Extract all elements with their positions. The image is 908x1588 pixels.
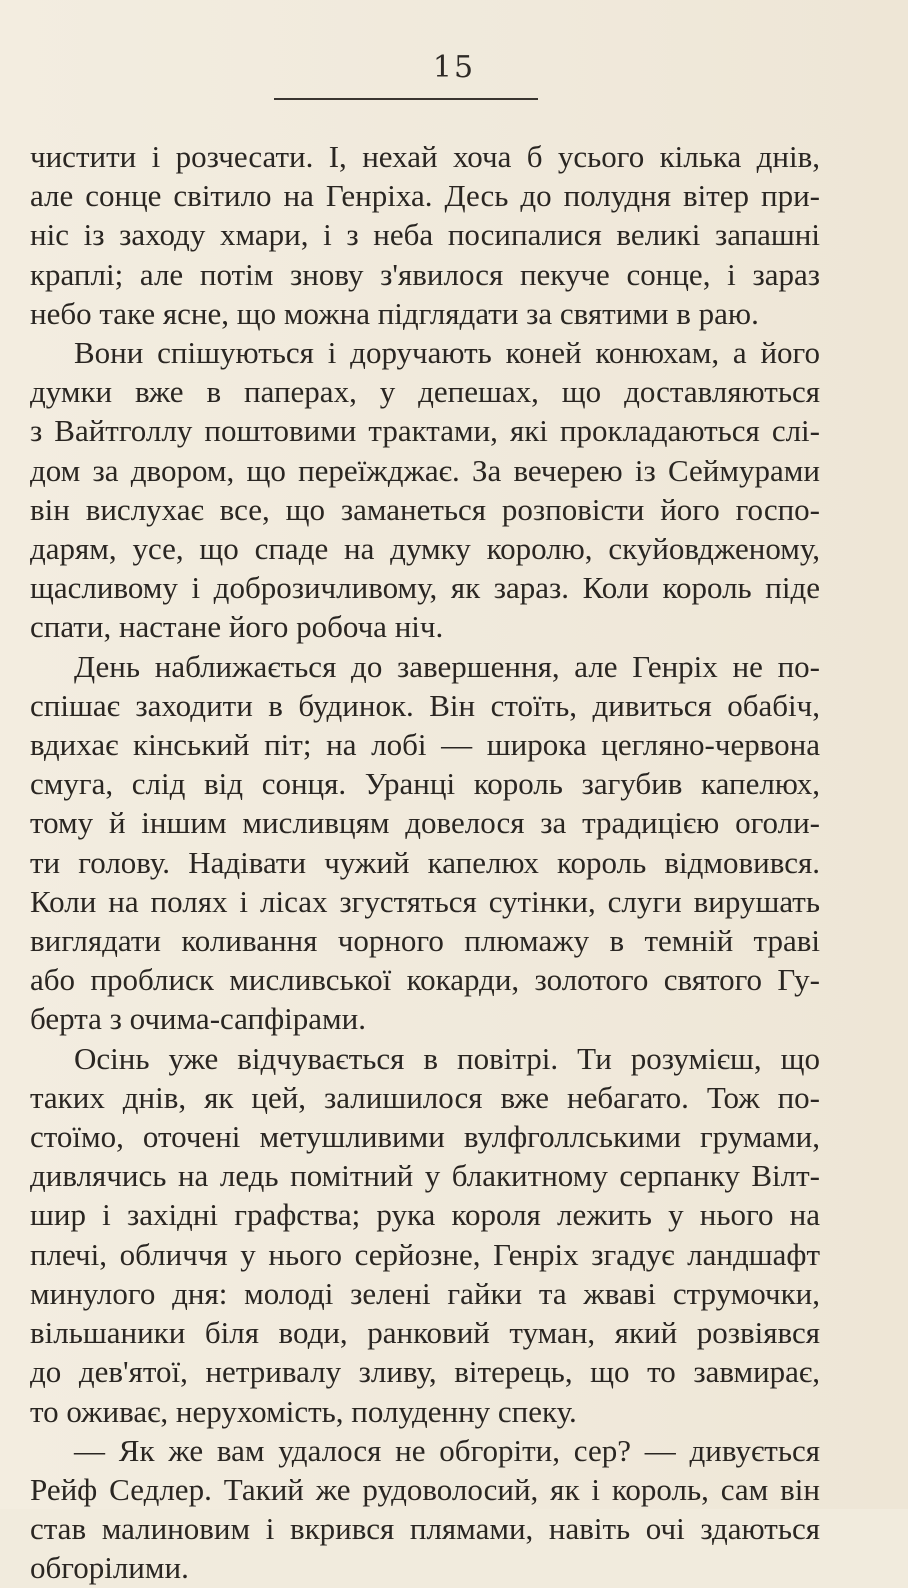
text-line: шир і західні графства; рука короля лежить у нього на	[30, 1197, 820, 1233]
text-line: Вони спішуються і доручають коней конюхам, а його	[74, 335, 820, 371]
text-line: він вислухає все, що заманеться розповісти його госпо-	[30, 491, 820, 527]
text-line: щасливому і доброзичливому, як зараз. Коли король піде	[30, 570, 820, 606]
text-line: берта з очима-сапфірами.	[30, 1001, 367, 1037]
text-line: Осінь уже відчувається в повітрі. Ти розумієш, що	[74, 1040, 820, 1076]
text-line: спати, настане його робоча ніч.	[30, 609, 444, 645]
text-line: Коли на полях і лісах згустяться сутінки, слуги вирушать	[30, 883, 820, 919]
paragraph	[30, 1431, 820, 1588]
text-line: з Вайтголлу поштовими трактами, які прокладаються слі-	[30, 413, 820, 449]
text-line: краплі; але потім знову з'явилося пекуче сонце, і зараз	[30, 256, 820, 292]
text-line: — Як же вам удалося не обгоріти, сер? — дивується	[74, 1432, 820, 1468]
text-line: то оживає, нерухомість, полуденну спеку.	[30, 1393, 577, 1429]
header-rule	[274, 98, 538, 100]
text-line: думки вже в паперах, у депешах, що доставляються	[30, 374, 820, 410]
text-line: дарям, усе, що спаде на думку королю, скуйовдженому,	[30, 531, 820, 567]
text-line: виглядати коливання чорного плюмажу в темній траві	[30, 923, 820, 959]
text-line: стоїмо, оточені метушливими вулфголлськими грумами,	[30, 1119, 820, 1155]
text-line: але сонце світило на Генріха. Десь до полудня вітер при-	[30, 178, 820, 214]
text-line: вдихає кінський піт; на лобі — широка цегляно-червона	[30, 727, 820, 763]
text-line: став малиновим і вкрився плямами, навіть очі здаються	[30, 1511, 820, 1547]
paragraph	[30, 1039, 820, 1431]
body-text	[30, 137, 820, 1588]
text-line: минулого дня: молоді зелені гайки та жваві струмочки,	[30, 1275, 820, 1311]
text-line: плечі, обличчя у нього серйозне, Генріх згадує ландшафт	[30, 1236, 820, 1272]
text-line: дивлячись на ледь помітний у блакитному серпанку Вілт-	[30, 1158, 820, 1194]
paragraph	[30, 137, 820, 333]
text-line: або проблиск мисливської кокарди, золотого святого Гу-	[30, 962, 820, 998]
text-line: День наближається до завершення, але Генріх не по-	[74, 648, 820, 684]
text-line: смуга, слід від сонця. Уранці король загубив капелюх,	[30, 766, 820, 802]
paragraph	[30, 333, 820, 647]
text-line: чистити і розчесати. І, нехай хоча б усього кілька днів,	[30, 139, 820, 174]
text-line: спішає заходити в будинок. Він стоїть, дивиться обабіч,	[30, 687, 820, 723]
text-line: небо таке ясне, що можна підглядати за святими в раю.	[30, 295, 759, 331]
paragraph	[30, 647, 820, 1039]
text-line: обгорілими.	[30, 1550, 189, 1586]
page-number: 15	[432, 50, 476, 85]
text-line: вільшаники біля води, ранковий туман, який розвіявся	[30, 1315, 820, 1351]
text-line: до дев'ятої, нетривалу зливу, вітерець, що то завмирає,	[30, 1354, 820, 1390]
text-line: тому й іншим мисливцям довелося за традицією оголи-	[30, 805, 820, 841]
text-line: таких днів, як цей, залишилося вже небагато. Тож по-	[30, 1079, 820, 1115]
text-line: ніс із заходу хмари, і з неба посипалися великі запашні	[30, 217, 820, 253]
page-header	[0, 50, 908, 85]
text-line: дом за двором, що переїжджає. За вечерею із Сеймурами	[30, 452, 820, 488]
text-line: Рейф Седлер. Такий же рудоволосий, як і король, сам він	[30, 1471, 820, 1507]
text-line: ти голову. Надівати чужий капелюх король відмовився.	[30, 844, 820, 880]
